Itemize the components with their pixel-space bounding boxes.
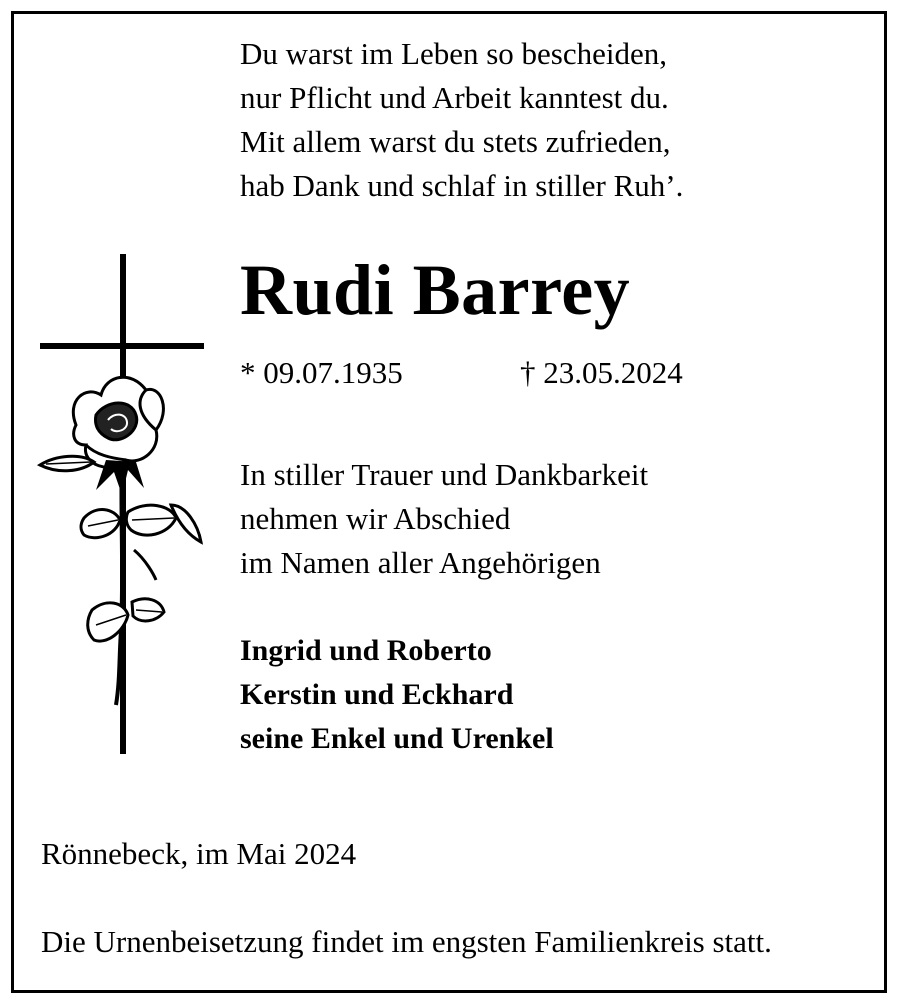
death-date: † 23.05.2024 [520, 355, 683, 390]
family-line: Ingrid und Roberto [240, 634, 492, 667]
mourning-line: nehmen wir Abschied [240, 501, 511, 536]
poem-line: Mit allem warst du stets zufrieden, [240, 124, 671, 159]
poem-line: hab Dank und schlaf in stiller Ruh’. [240, 168, 684, 203]
birth-date: * 09.07.1935 [240, 355, 403, 390]
burial-notice: Die Urnenbeisetzung findet im engsten Familienkreis statt. [41, 924, 772, 959]
cross-with-rose-icon [36, 250, 211, 760]
family-line: seine Enkel und Urenkel [240, 722, 554, 755]
mourning-line: In stiller Trauer und Dankbarkeit [240, 457, 649, 492]
deceased-name: Rudi Barrey [240, 250, 631, 330]
family-line: Kerstin und Eckhard [240, 678, 514, 711]
poem-line: Du warst im Leben so bescheiden, [240, 36, 667, 71]
place-and-date: Rönnebeck, im Mai 2024 [41, 836, 357, 871]
mourning-line: im Namen aller Angehörigen [240, 545, 601, 580]
poem-line: nur Pflicht und Arbeit kanntest du. [240, 80, 669, 115]
